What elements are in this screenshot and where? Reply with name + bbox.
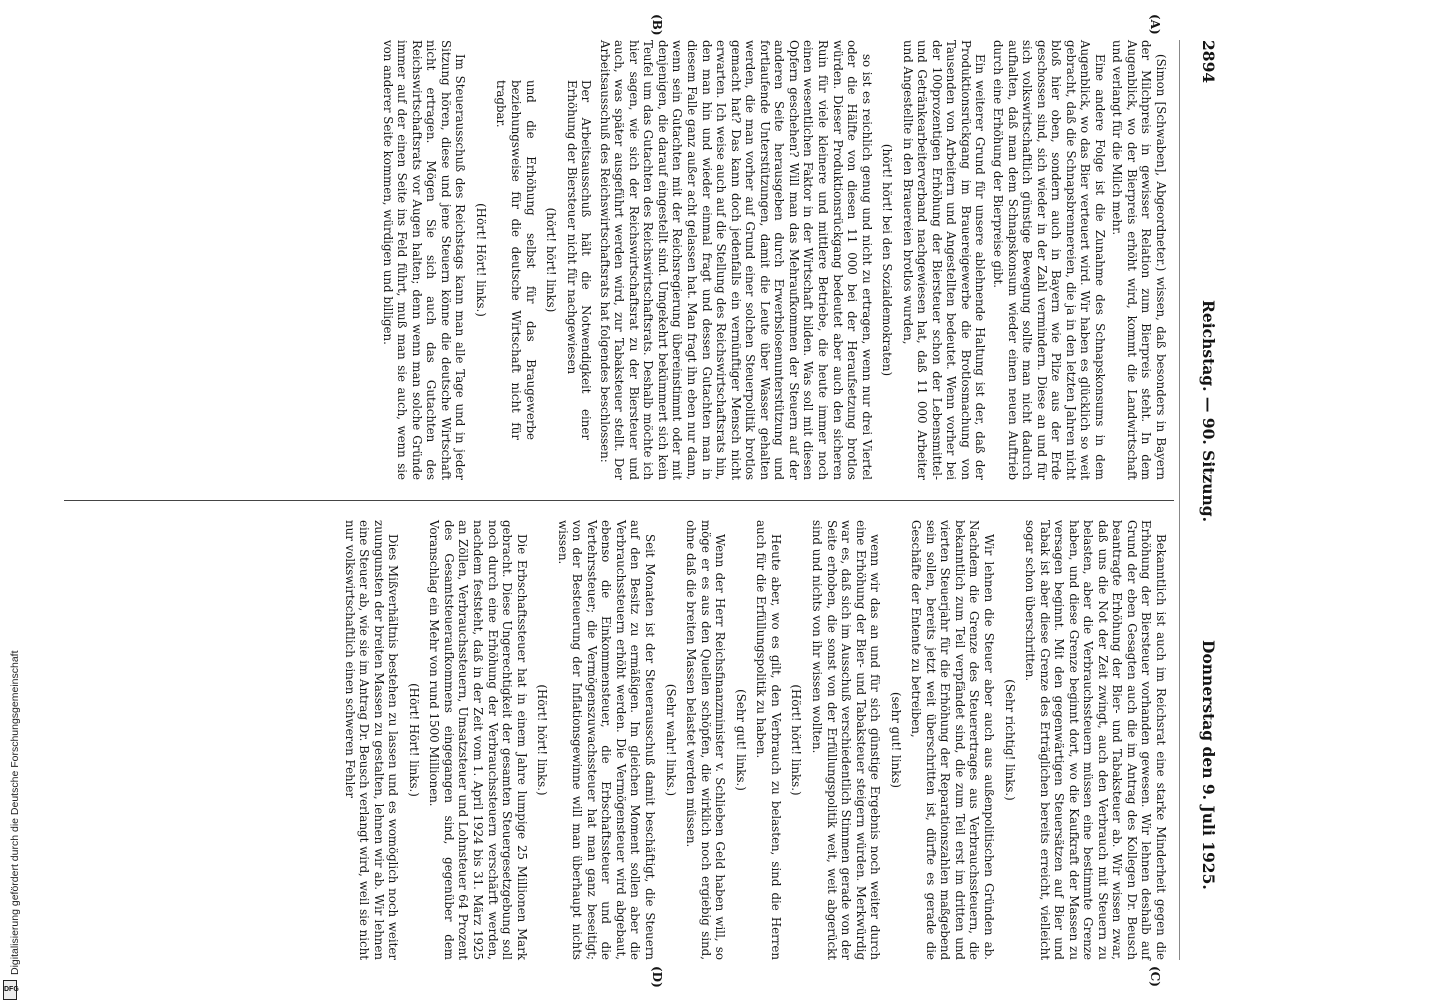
paragraph: Heute aber, wo es gilt, den Verbrauch zu belasten, sind die Herren auch für die Erfüllungspolitik zu haben. [754, 520, 783, 960]
rotated-page [24, 0, 1224, 1000]
interjection: (Hört! Hört! links.) [406, 683, 421, 797]
paragraph: Ein weiterer Grund für unsere ablehnende Haltung ist der, daß der Produktionsrückgang im Brauereigewerbe die Brotlosmachung von Tausenden von Arbeitern und Angestellten bedeutet. Wenn vorher bei der 100prozentigen Erhöhung der Biersteuer schon der Lebensmittel- und Getränkearbeiterverband nachgewiesen hat, daß 11 000 Arbeiter und Angestellte in den Brauereien brotlos wurden, [900, 40, 988, 480]
dfg-logo: DFG [3, 980, 17, 1000]
interjection: (Sehr gut! links.) [733, 689, 748, 791]
page-number: 2894 [1199, 40, 1218, 84]
column-separator [64, 500, 1174, 501]
margin-mark-d: (D) [650, 966, 664, 988]
header-rule [1179, 40, 1180, 960]
paragraph: Wenn der Herr Reichsfinanzminister v. Schlieben Geld haben will, so möge er es aus den Quellen schöpfen, die wirklich noch ergiebig sind, ohne daß die breiten Massen belastet werden müssen. [684, 520, 728, 960]
margin-mark-a: (A) [1148, 14, 1162, 35]
paragraph: Im Steuerausschuß des Reichstags kann man alle Tage und in jeder Sitzung hören, diese und jene Steuern könne die deutsche Wirtschaft nicht ertragen. Mögen Sie sich auch das Gutachten des Reichswirtschaftsrats vor Augen halten; denn wenn man solche Gründe immer auf der einen Seite ins Feld führt, muß man sie auch, wenn sie von anderer Seite kommen, würdigen und billigen. [380, 40, 468, 480]
paragraph: so ist es reichlich genug und nicht zu ertragen, wenn nur drei Viertel oder die Hälfte von diesen 11 000 bei der Heraufsetzung brotlos würden. Dieser Produktionsrückgang bedeutet aber auch den sicheren Ruin für viele kleinere und mittlere Betriebe, die heute immer noch einen wesentlichen Faktor in der Wirtschaft bilden. Was soll mit diesen Opfern geschehen? Will man das Mehraufkommen der Steuern auf der anderen Seite herausgeben durch Erwerbslosenunterstützung und fortlaufende Unterstützungen, damit die Leute über Wasser gehalten werden, die man vorher auf Grund einer solchen Steuerpolitik brotlos gemacht hat? Das kann doch jedenfalls ein vernünftiger Mensch nicht erwarten. Ich weise auch auf die Stellung des Reichswirtschaftsrats hin, den man hin und wieder einmal fragt und dessen Gutachten man in diesem Falle ganz außer acht gelassen hat. Man fragt ihn eben nur dann, wenn sein Gutachten mit der Reichsregierung übereinstimmt oder mit denjenigen, die darauf eingestellt sind. Umgekehrt bekümmert sich kein Teufel um das Gutachten des Reichswirtschaftsrats. Deshalb möchte ich hier sagen, wie sich der Reichswirtschaftsrat zu der Biersteuer und auch, was später ausgeführt werden wird, zur Tabaksteuer stellt. Der Arbeitsausschuß des Reichswirtschaftsrats hat folgendes beschlossen: [597, 40, 874, 480]
margin-mark-b: (B) [650, 14, 664, 36]
right-text-column [339, 520, 1168, 960]
margin-mark-c: (C) [1148, 966, 1162, 987]
paragraph: Der Arbeitsausschuß hält die Notwendigkeit einer Erhöhung der Biersteuer nicht für nachgewiesen [564, 80, 594, 440]
interjection: (hört! hört! links) [544, 207, 559, 313]
page-title: Reichstag. — 90. Sitzung. [1199, 300, 1218, 522]
interjection: (Sehr wahr! links.) [663, 683, 678, 797]
paragraph: und die Erhöhung selbst für das Braugewerbe beziehungsweise für die deutsche Wirtschaft nicht für tragbar. [494, 80, 538, 440]
footer-credit: Digitalisierung gefördert durch die Deutsche Forschungsgemeinschaft [9, 650, 21, 975]
paragraph: wenn wir das an und für sich günstige Ergebnis noch weiter durch eine Erhöhung der Bier- und Tabaksteuer steigern würden. Merkwürdig war es, daß sich im Ausschuß verschiedentlich Stimmen gerade von der Seite erhoben, die sonst von der Erfüllungspolitik weit, weit abgerückt sind und nichts von ihr wissen wollten. [809, 520, 883, 960]
paragraph: (Simon [Schwaben], Abgeordneter.) wissen, daß besonders in Bayern der Milchpreis in gewisser Relation zum Bierpreis steht. In dem Augenblick, wo der Bierpreis erhöht wird, kommt die Landwirtschaft und verlangt für die Milch mehr. [1110, 40, 1168, 480]
digitization-footer [2, 440, 21, 1000]
session-date: Donnerstag den 9. Juli 1925. [1199, 640, 1218, 890]
interjection: (Hört! Hört! links.) [473, 203, 488, 317]
interjection: (Hört! hört! links.) [789, 684, 804, 796]
interjection: (Sehr richtig! links.) [1002, 679, 1017, 801]
paragraph: Eine andere Folge ist die Zunahme des Schnapskonsums in dem Augenblick, wo das Bier verteuert wird. Wir haben es glücklich so weit gebracht, daß die Schnapsbrennereien, die ja in den letzten Jahren nicht bloß hier oben, sondern auch in Bayern wie Pilze aus der Erde geschossen sind, sich wieder in der Zahl vermindern. Diese an und für sich volkswirtschaftlich günstige Bewegung sollte man nicht dadurch aufhalten, daß man dem Schnapskonsum wieder einen neuen Auftrieb durch eine Erhöhung der Bierpreise gibt. [990, 40, 1107, 480]
interjection: (Hört! hört! links.) [535, 684, 550, 796]
paragraph: Seit Monaten ist der Steuerausschuß damit beschäftigt, die Steuern auf den Besitz zu ermäßigen. Im gleichen Moment sollen aber die Verbrauchssteuern erhöht werden. Die Vermögensteuer wird abgebaut, ebenso die Einkommensteuer, die Erbschaftssteuer und die Vertehrssteuer; die Vermögenszuwachssteuer hat man ganz beseitigt; von der Besteuerung der Inflationsgewinne will man überhaupt nichts wissen. [555, 520, 658, 960]
paragraph: Dies Mißverhältnis bestehen zu lassen und es womöglich noch weiter zuungunsten der breiten Massen zu gestalten, lehnen wir ab. Wir lehnen eine Steuer ab, wie sie im Antrag Dr. Beusch verlangt wird, weil sie nicht nur volkswirtschaftlich einen schweren Fehler [342, 520, 401, 960]
interjection: (hört! hört! bei den Sozialdemokraten) [880, 143, 895, 377]
paragraph: Die Erbschaftssteuer hat in einem Jahre lumpige 25 Millionen Mark gebracht. Diese Ungerechtigkeit der gesamten Steuergesetzgebung soll noch durch eine Erhöhung der Verbrauchssteuern verschärft werden, nachdem feststeht, daß in der Zeit vom 1. April 1924 bis 31. März 1925 an Zöllen, Verbrauchssteuern, Umsatzsteuer und Lohnsteuer 64 Prozent des Gesamtsteueraufkommens eingegangen sind, gegenüber dem Voranschlag ein Mehr von rund 1500 Millionen. [427, 520, 529, 960]
interjection: (sehr gut! links) [888, 692, 903, 788]
paragraph: Wir lehnen die Steuer aber auch aus außenpolitischen Gründen ab. Nachdem die Grenze des Steuerertrages aus Verbrauchssteuern, die bekanntlich zum Teil verpfändet sind, die zum Teil erst im dritten und vierten Steuerjahr für die Erhöhung der Reparationszahlen maßgebend sein sollen, bereits jetzt weit überschritten ist, dürfte es gerade die Geschäfte der Entente zu betreiben, [909, 520, 996, 960]
paragraph: Bekanntlich ist auch im Reichsrat eine starke Minderheit gegen die Erhöhung der Biersteuer vorhanden gewesen. Wir lehnen deshalb auf Grund der eben Gesagten auch die im Antrag des Kollegen Dr. Beusch beantragte Erhöhung der Bier- und Tabaksteuer ab. Wir wissen zwar, daß uns die Not der Zeit zwingt, auch den Verbrauch mit Steuern zu belasten, aber die Verbrauchssteuern müssen eine bestimmte Grenze haben, und diese Grenze beginnt dort, wo die Kaufkraft der Massen zu versagen beginnt. Mit den gegenwärtigen Steuersätzen auf Bier und Tabak ist aber diese Grenze des Erträglichen bereits erreicht, vielleicht sogar schon überschritten. [1023, 520, 1168, 960]
left-text-column [377, 40, 1168, 480]
